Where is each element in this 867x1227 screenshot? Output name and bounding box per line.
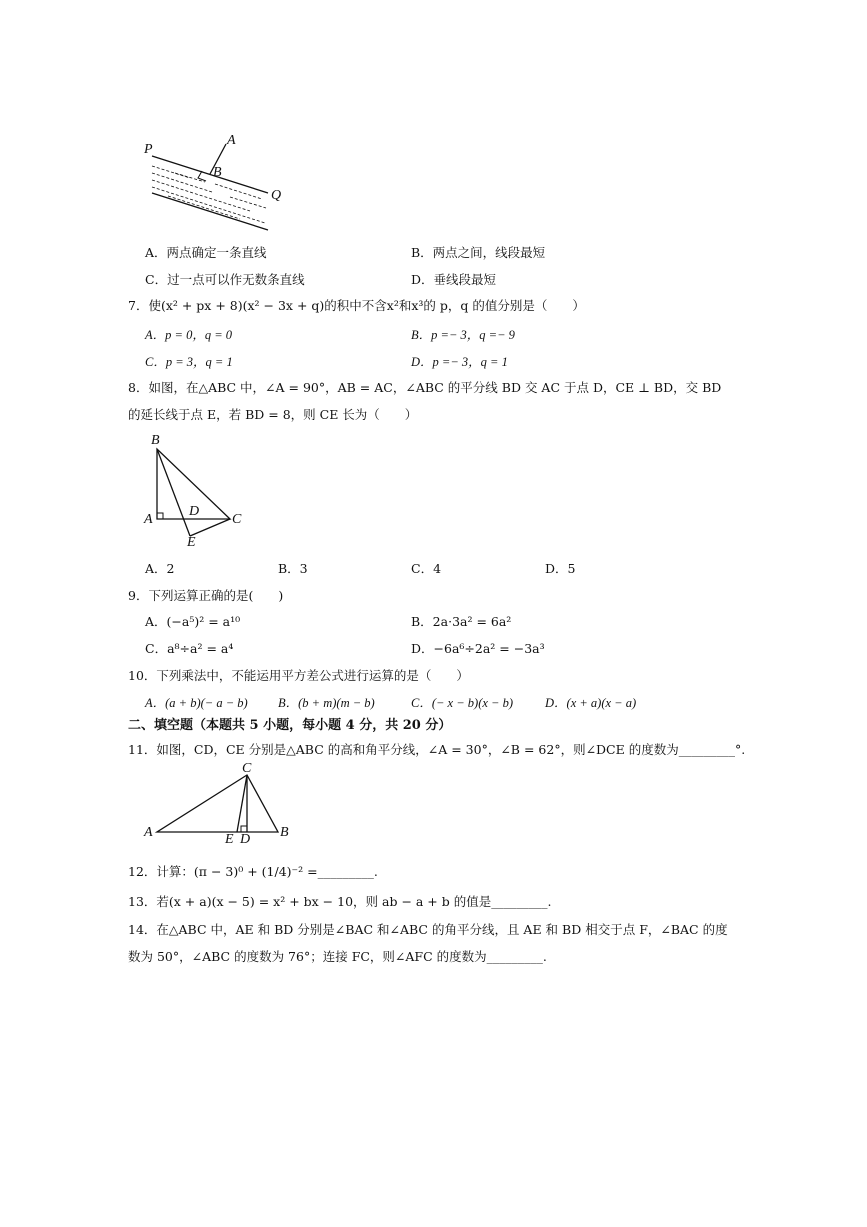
figure6-label-B: B — [213, 165, 222, 180]
q7-option-d: D．p =− 3，q = 1 — [411, 355, 508, 369]
q9-option-a: A．(−a⁵)² = a¹⁰ — [145, 614, 241, 629]
q8-option-b: B．3 — [278, 561, 308, 576]
q7-option-c: C．p = 3，q = 1 — [145, 355, 233, 369]
q6-option-c: C．过一点可以作无数条直线 — [145, 272, 305, 287]
q8-label-B: B — [151, 433, 160, 448]
q13-stem: 13．若(x + a)(x − 5) = x² + bx − 10，则 ab − a + b 的值是_________. — [128, 894, 552, 909]
q11-label-B: B — [280, 825, 289, 840]
triangle-ABC-q11 — [157, 775, 278, 832]
q7-option-a: A．p = 0，q = 0 — [145, 328, 233, 342]
q9-option-b: B．2a·3a² = 6a² — [411, 614, 512, 629]
figure6-label-Q: Q — [271, 188, 282, 203]
q10-option-b: B．(b + m)(m − b) — [278, 696, 375, 710]
q8-label-D: D — [189, 504, 200, 519]
segment-CE-q11 — [237, 775, 247, 832]
q11-label-E: E — [225, 832, 234, 847]
figure6-label-P: P — [144, 142, 153, 157]
q14-line2: 数为 50°，∠ABC 的度数为 76°；连接 FC，则∠AFC 的度数为_________. — [128, 949, 547, 964]
q11-label-A: A — [144, 825, 153, 840]
figure6-label-A: A — [227, 133, 236, 148]
q8-label-E: E — [187, 535, 196, 550]
q10-option-c: C．(− x − b)(x − b) — [411, 696, 514, 710]
q8-option-c: C．4 — [411, 561, 442, 576]
q9-stem: 9．下列运算正确的是( ) — [128, 588, 284, 603]
q10-option-d: D．(x + a)(x − a) — [545, 696, 637, 710]
q12-stem: 12．计算：(π − 3)⁰ + (1/4)⁻² =_________. — [128, 864, 378, 879]
q8-stem-line2: 的延长线于点 E，若 BD = 8，则 CE 长为（ ） — [128, 407, 418, 422]
q14-line1: 14．在△ABC 中，AE 和 BD 分别是∠BAC 和∠ABC 的角平分线，且 AE 和 BD 相交于点 F，∠BAC 的度 — [128, 922, 728, 937]
q11-label-C: C — [242, 761, 252, 776]
q11-stem: 11．如图，CD，CE 分别是△ABC 的高和角平分线，∠A = 30°，∠B = 62°，则∠DCE 的度数为_________°. — [128, 742, 746, 757]
q8-option-a: A．2 — [145, 561, 175, 576]
q6-option-b: B．两点之间，线段最短 — [411, 245, 546, 260]
q8-label-A: A — [144, 512, 153, 527]
q10-stem: 10．下列乘法中，不能运用平方差公式进行运算的是（ ） — [128, 668, 469, 683]
q10-option-a: A．(a + b)(− a − b) — [145, 696, 248, 710]
q11-label-D: D — [240, 832, 251, 847]
q8-label-C: C — [232, 512, 242, 527]
q7-option-b: B．p =− 3，q =− 9 — [411, 328, 515, 342]
q6-option-d: D．垂线段最短 — [411, 272, 497, 287]
q8-stem-line1: 8．如图，在△ABC 中，∠A = 90°，AB = AC，∠ABC 的平分线 BD 交 AC 于点 D，CE ⊥ BD，交 BD — [128, 380, 722, 395]
section-fill-in-title: 二、填空题（本题共 5 小题，每小题 4 分，共 20 分） — [128, 718, 452, 733]
q8-option-d: D．5 — [545, 561, 576, 576]
q7-stem: 7．使(x² + px + 8)(x² − 3x + q)的积中不含x²和x³的 p，q 的值分别是（ ） — [128, 298, 585, 313]
q9-option-c: C．a⁸÷a² = a⁴ — [145, 641, 234, 656]
q6-option-a: A．两点确定一条直线 — [145, 245, 267, 260]
q9-option-d: D．−6a⁶÷2a² = −3a³ — [411, 641, 545, 656]
